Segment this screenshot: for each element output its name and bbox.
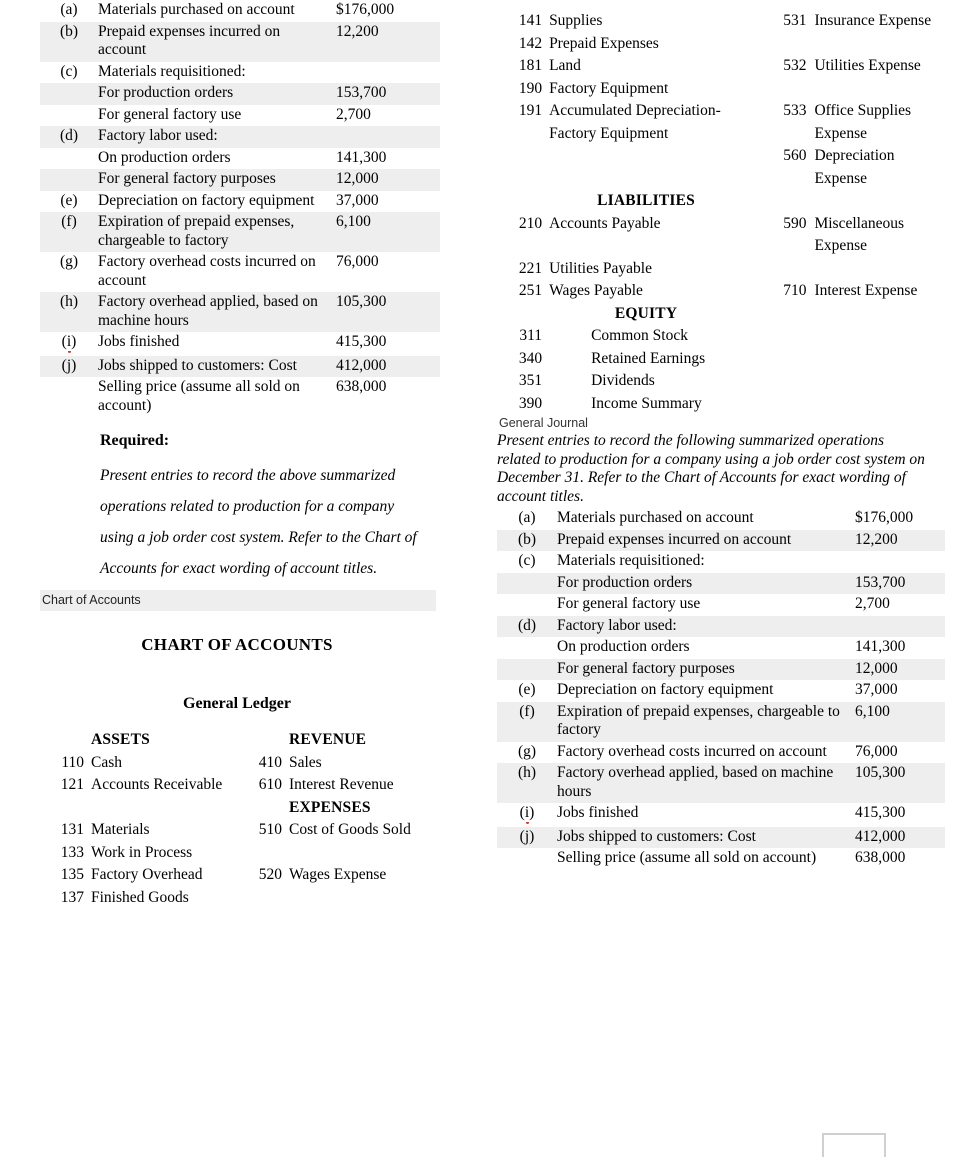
- entry-ref: (e): [518, 681, 536, 698]
- entry-ref: (c): [60, 62, 78, 80]
- account-number: [743, 78, 814, 101]
- entry-ref: [40, 332, 98, 356]
- entry-description: For production orders: [557, 573, 853, 595]
- account-name: Accumulated Depreciation-Factory Equipment: [549, 102, 721, 142]
- entry-description: Factory labor used:: [98, 126, 334, 148]
- account-number: 121: [60, 776, 84, 793]
- account-number: 710: [783, 282, 807, 299]
- account-name: Cost of Goods Sold: [289, 821, 411, 838]
- entry-description: Selling price (assume all sold on account): [98, 378, 300, 414]
- entry-amount: 153,700: [853, 573, 945, 595]
- required-block: [40, 431, 434, 584]
- coa-rows-body: [40, 752, 439, 910]
- entry-description: Depreciation on factory equipment: [557, 681, 774, 698]
- table-row: [497, 742, 945, 764]
- entry-amount: 12,200: [853, 530, 945, 552]
- coa-expenses-header-row: [40, 797, 439, 820]
- entry-amount: [334, 126, 440, 148]
- account-name: Dividends: [591, 372, 655, 389]
- table-row: [497, 551, 945, 573]
- list-item: [497, 100, 937, 145]
- entry-amount: [853, 551, 945, 573]
- account-name: Supplies: [549, 12, 603, 29]
- entry-amount: 12,000: [334, 169, 440, 191]
- liabilities-header: LIABILITIES: [597, 192, 695, 209]
- revenue-header: REVENUE: [289, 731, 367, 748]
- list-item: [40, 819, 439, 842]
- entry-ref: (h): [497, 763, 557, 803]
- account-number: 141: [518, 12, 543, 29]
- spellcheck-underline: (i): [520, 804, 535, 825]
- entry-amount: 141,300: [855, 638, 906, 655]
- entry-ref: (j): [497, 827, 557, 849]
- entry-description: Expiration of prepaid expenses, chargeable to factory: [557, 702, 853, 742]
- account-name: Finished Goods: [91, 888, 189, 906]
- account-number: 210: [518, 214, 543, 232]
- entry-description: Jobs finished: [98, 333, 180, 350]
- list-item: [497, 348, 937, 371]
- right-entries-body: [497, 508, 945, 870]
- account-number: [743, 325, 814, 348]
- chart-of-accounts-table: [40, 729, 439, 909]
- entry-description: Prepaid expenses incurred on account: [557, 530, 853, 552]
- account-name: Sales: [289, 753, 322, 771]
- table-row: [497, 637, 945, 659]
- account-number: 390: [518, 394, 543, 412]
- equity-header: EQUITY: [614, 304, 678, 322]
- entry-ref: (j): [40, 356, 98, 378]
- assets-header: ASSETS: [91, 731, 150, 748]
- account-number: [743, 348, 814, 371]
- entry-description: For general factory purposes: [557, 659, 853, 681]
- entry-description: On production orders: [98, 148, 231, 166]
- table-row: [40, 62, 440, 84]
- account-number: 533: [783, 102, 807, 119]
- account-number: 532: [783, 57, 807, 74]
- account-name: Utilities Payable: [549, 259, 652, 277]
- entry-amount: 6,100: [334, 212, 440, 252]
- entry-description: Factory overhead costs incurred on account: [98, 253, 316, 289]
- table-row: [497, 763, 945, 803]
- account-name: [814, 370, 937, 393]
- right-entries-table: [497, 508, 945, 870]
- entry-ref: [497, 659, 557, 681]
- entry-description: For production orders: [98, 83, 334, 105]
- account-name: Utilities Expense: [814, 57, 921, 74]
- entry-description: Factory overhead applied, based on machine hours: [98, 292, 334, 332]
- account-number: 191: [518, 102, 543, 119]
- coa-header-row: [40, 729, 439, 752]
- entry-ref: (g): [517, 742, 537, 760]
- entry-amount: 105,300: [334, 292, 440, 332]
- table-row: [497, 659, 945, 681]
- account-name: Factory Overhead: [91, 866, 203, 883]
- account-number: 221: [518, 259, 543, 277]
- account-name: Interest Expense: [814, 282, 918, 299]
- entry-ref: (f): [497, 702, 557, 742]
- account-number: 340: [518, 349, 543, 367]
- account-name: Wages Payable: [549, 282, 643, 299]
- account-name: Income Summary: [591, 394, 702, 412]
- general-ledger-title: General Ledger: [183, 695, 291, 712]
- entry-ref: [40, 148, 98, 170]
- list-item: [40, 887, 439, 910]
- account-name: Wages Expense: [289, 866, 387, 883]
- account-name: Materials: [91, 821, 150, 838]
- entry-description: For general factory use: [98, 105, 242, 123]
- account-name: [814, 348, 937, 371]
- account-number: 137: [60, 888, 84, 906]
- table-row: [497, 508, 945, 530]
- entry-description: Prepaid expenses incurred on account: [98, 22, 334, 62]
- entry-description: Expiration of prepaid expenses, chargeable to factory: [98, 212, 334, 252]
- entry-description: Factory overhead costs incurred on account: [557, 742, 827, 760]
- entry-amount: 2,700: [855, 595, 890, 612]
- entry-description: Factory overhead applied, based on machine hours: [557, 763, 853, 803]
- account-number: [743, 33, 814, 56]
- left-entries-table: [40, 0, 440, 417]
- account-number: 410: [258, 753, 282, 771]
- account-name: Accounts Payable: [549, 214, 661, 232]
- entry-ref: (b): [40, 22, 98, 62]
- list-item: [497, 370, 937, 393]
- table-row: [40, 332, 440, 356]
- account-number: 531: [783, 12, 807, 29]
- list-item: [497, 280, 937, 303]
- account-name: [814, 325, 937, 348]
- account-name: Factory Equipment: [549, 79, 669, 97]
- table-row: [40, 126, 440, 148]
- entry-description: Materials purchased on account: [557, 509, 754, 526]
- account-name: [814, 33, 937, 56]
- entry-amount: $176,000: [855, 509, 914, 526]
- table-row: [497, 702, 945, 742]
- account-name: Miscellaneous Expense: [814, 214, 905, 254]
- entry-description: On production orders: [557, 638, 690, 655]
- table-row: [497, 848, 945, 870]
- account-name: Depreciation Expense: [814, 147, 895, 187]
- entry-amount: 141,300: [336, 148, 387, 166]
- partial-answer-box[interactable]: [822, 1133, 886, 1157]
- entry-description: Jobs finished: [557, 804, 639, 821]
- account-name: Retained Earnings: [591, 349, 706, 367]
- account-number: 560: [783, 147, 807, 164]
- entry-amount: 12,200: [334, 22, 440, 62]
- required-title: Required:: [100, 432, 170, 449]
- entry-ref: [497, 803, 557, 827]
- account-number: [236, 842, 289, 865]
- table-row: [40, 148, 440, 170]
- list-item: [497, 33, 937, 56]
- table-row: [40, 292, 440, 332]
- list-item: [40, 774, 439, 797]
- left-entries-body: [40, 0, 440, 417]
- entry-ref: (g): [59, 253, 79, 270]
- account-name: Office Supplies Expense: [814, 102, 912, 142]
- account-name: [814, 393, 937, 416]
- account-name: Prepaid Expenses: [549, 34, 659, 52]
- account-number: 590: [783, 214, 807, 232]
- entry-ref: [497, 637, 557, 659]
- entry-ref: [40, 105, 98, 127]
- table-row: [40, 252, 440, 292]
- entry-amount: [334, 62, 440, 84]
- entry-amount: 412,000: [334, 356, 440, 378]
- entry-amount: 638,000: [855, 849, 906, 866]
- entry-ref: (h): [40, 292, 98, 332]
- general-journal-label: General Journal: [499, 416, 588, 430]
- list-item: [497, 145, 937, 190]
- account-name: Land: [549, 57, 581, 74]
- right-accounts-body: [497, 10, 937, 415]
- account-number: 110: [61, 753, 84, 771]
- entry-amount: 37,000: [855, 681, 898, 698]
- list-item: [497, 258, 937, 281]
- account-number: 510: [258, 821, 282, 838]
- entry-ref: (b): [497, 530, 557, 552]
- account-name: Insurance Expense: [814, 12, 932, 29]
- table-row: [497, 616, 945, 638]
- entry-ref: (c): [518, 552, 536, 569]
- chart-of-accounts-bar: Chart of Accounts: [40, 590, 436, 611]
- list-item: [40, 752, 439, 775]
- table-row: [40, 191, 440, 213]
- entry-amount: 412,000: [853, 827, 945, 849]
- entry-description: Selling price (assume all sold on account): [557, 849, 817, 866]
- account-number: 190: [518, 79, 543, 97]
- account-name: Work in Process: [91, 843, 193, 861]
- entry-amount: 76,000: [855, 742, 898, 760]
- table-row: [40, 212, 440, 252]
- list-item: [40, 864, 439, 887]
- account-number: 135: [60, 866, 84, 883]
- table-row: [40, 377, 440, 417]
- section-header-row: [497, 303, 937, 326]
- table-row: [497, 827, 945, 849]
- account-name: [549, 145, 743, 190]
- entry-description: Materials purchased on account: [98, 1, 295, 18]
- account-name: [289, 842, 439, 865]
- right-accounts-table: [497, 10, 937, 415]
- account-number: 520: [258, 866, 282, 883]
- table-row: [40, 0, 440, 22]
- account-number: 181: [518, 57, 543, 74]
- account-number: 251: [518, 282, 543, 299]
- entry-ref: (d): [40, 126, 98, 148]
- table-row: [497, 594, 945, 616]
- table-row: [497, 530, 945, 552]
- account-number: [236, 887, 289, 910]
- list-item: [497, 78, 937, 101]
- table-row: [497, 680, 945, 702]
- entry-description: Jobs shipped to customers: Cost: [557, 827, 853, 849]
- account-name: [814, 78, 937, 101]
- spellcheck-underline: (i): [62, 333, 77, 354]
- entry-ref: [497, 594, 557, 616]
- entry-amount: 415,300: [855, 804, 906, 821]
- entry-description: For general factory purposes: [98, 169, 334, 191]
- entry-ref: [40, 377, 98, 417]
- entry-amount: $176,000: [336, 1, 395, 18]
- entry-ref: (a): [518, 509, 536, 526]
- journal-intro: Present entries to record the following summarized operations related to production for a company using a job order cost system on December 31. Refer to the Chart of Accounts for exact wording of account titles.: [497, 432, 925, 505]
- entry-description: Materials requisitioned:: [98, 62, 246, 80]
- account-number: 131: [60, 821, 84, 838]
- list-item: [40, 842, 439, 865]
- entry-description: Materials requisitioned:: [557, 552, 705, 569]
- account-number: [743, 258, 814, 281]
- chart-of-accounts-title: CHART OF ACCOUNTS: [141, 635, 333, 654]
- entry-amount: 638,000: [336, 378, 387, 395]
- account-name: Common Stock: [591, 327, 688, 344]
- right-column: [497, 0, 937, 870]
- entry-amount: 76,000: [336, 253, 379, 270]
- account-number: 610: [258, 776, 282, 793]
- list-item: [497, 393, 937, 416]
- entry-description: Depreciation on factory equipment: [98, 191, 315, 209]
- account-number: [497, 145, 549, 190]
- required-body: Present entries to record the above summarized operations related to production for a company using a job order cost system. Refer to the Chart of Accounts for exact wording of account titles.: [100, 467, 417, 577]
- entry-ref: (f): [40, 212, 98, 252]
- entry-amount: 6,100: [853, 702, 945, 742]
- account-name: [289, 887, 439, 910]
- section-header-row: [497, 190, 937, 213]
- account-name: Cash: [91, 753, 122, 771]
- table-row: [497, 803, 945, 827]
- account-number: [743, 393, 814, 416]
- account-number: 351: [518, 372, 543, 389]
- list-item: [497, 213, 937, 258]
- table-row: [40, 105, 440, 127]
- entry-ref: (a): [60, 1, 78, 18]
- entry-ref: [497, 573, 557, 595]
- account-number: 133: [60, 843, 84, 861]
- account-number: 311: [519, 327, 543, 344]
- entry-amount: 37,000: [336, 191, 379, 209]
- list-item: [497, 10, 937, 33]
- table-row: [40, 356, 440, 378]
- account-number: 142: [518, 34, 543, 52]
- table-row: [40, 22, 440, 62]
- entry-description: For general factory use: [557, 595, 701, 612]
- entry-amount: 415,300: [336, 333, 387, 350]
- left-column: [40, 0, 434, 909]
- entry-ref: (d): [497, 616, 557, 638]
- entry-amount: [853, 616, 945, 638]
- account-number: [743, 370, 814, 393]
- entry-description: Jobs shipped to customers: Cost: [98, 356, 334, 378]
- entry-ref: [497, 848, 557, 870]
- entry-amount: 153,700: [334, 83, 440, 105]
- account-name: Accounts Receivable: [91, 776, 223, 793]
- entry-ref: [40, 169, 98, 191]
- account-name: Interest Revenue: [289, 776, 394, 793]
- list-item: [497, 55, 937, 78]
- account-name: [814, 258, 937, 281]
- entry-amount: 12,000: [853, 659, 945, 681]
- entry-amount: 2,700: [336, 105, 371, 123]
- entry-ref: (e): [60, 191, 78, 209]
- entry-ref: [40, 83, 98, 105]
- table-row: [40, 83, 440, 105]
- table-row: [40, 169, 440, 191]
- list-item: [497, 325, 937, 348]
- entry-amount: 105,300: [853, 763, 945, 803]
- entry-description: Factory labor used:: [557, 616, 853, 638]
- expenses-header: EXPENSES: [289, 798, 371, 816]
- table-row: [497, 573, 945, 595]
